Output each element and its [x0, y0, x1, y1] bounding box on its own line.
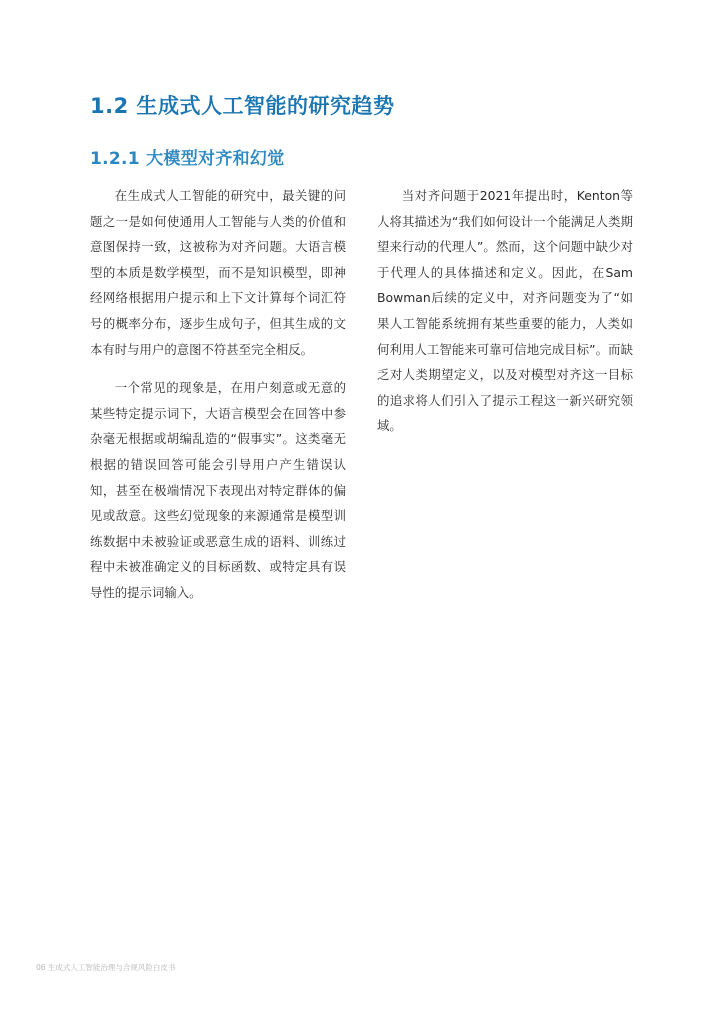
paragraph: 当对齐问题于2021年提出时，Kenton等人将其描述为“我们如何设计一个能满足人类期望来行动的代理人”。然而，这个问题中缺少对于代理人的具体描述和定义。因此，在Sam Bowman后续的定义中，对齐问题变为了“如果人工智能系统拥有某些重要的能力，人类如何利用人工智能来可靠可信地完成目标”。而缺乏对人类期望定义，以及对模型对齐这一目标的追求将人们引入了提示工程这一新兴研究领域。 [377, 188, 633, 434]
right-column [377, 183, 633, 452]
page-footer: 06 生成式人工智能治理与合规风险白皮书 [36, 963, 176, 972]
subsection-heading: 1.2.1 大模型对齐和幻觉 [90, 149, 285, 169]
paragraph: 在生成式人工智能的研究中，最关键的问题之一是如何使通用人工智能与人类的价值和意图保持一致，这被称为对齐问题。大语言模型的本质是数学模型，而不是知识模型，即神经网络根据用户提示和上下文计算每个词汇符号的概率分布，逐步生成句子，但其生成的文本有时与用户的意图不符甚至完全相反。 [90, 188, 346, 357]
section-heading: 1.2 生成式人工智能的研究趋势 [90, 94, 395, 118]
paragraph: 一个常见的现象是，在用户刻意或无意的某些特定提示词下，大语言模型会在回答中参杂毫无根据或胡编乱造的“假事实”。这类毫无根据的错误回答可能会引导用户产生错误认知，甚至在极端情况下表现出对特定群体的偏见或敌意。这些幻觉现象的来源通常是模型训练数据中未被验证或恶意生成的语料、训练过程中未被准确定义的目标函数、或特定具有误导性的提示词输入。 [90, 380, 346, 600]
left-column [90, 183, 346, 619]
